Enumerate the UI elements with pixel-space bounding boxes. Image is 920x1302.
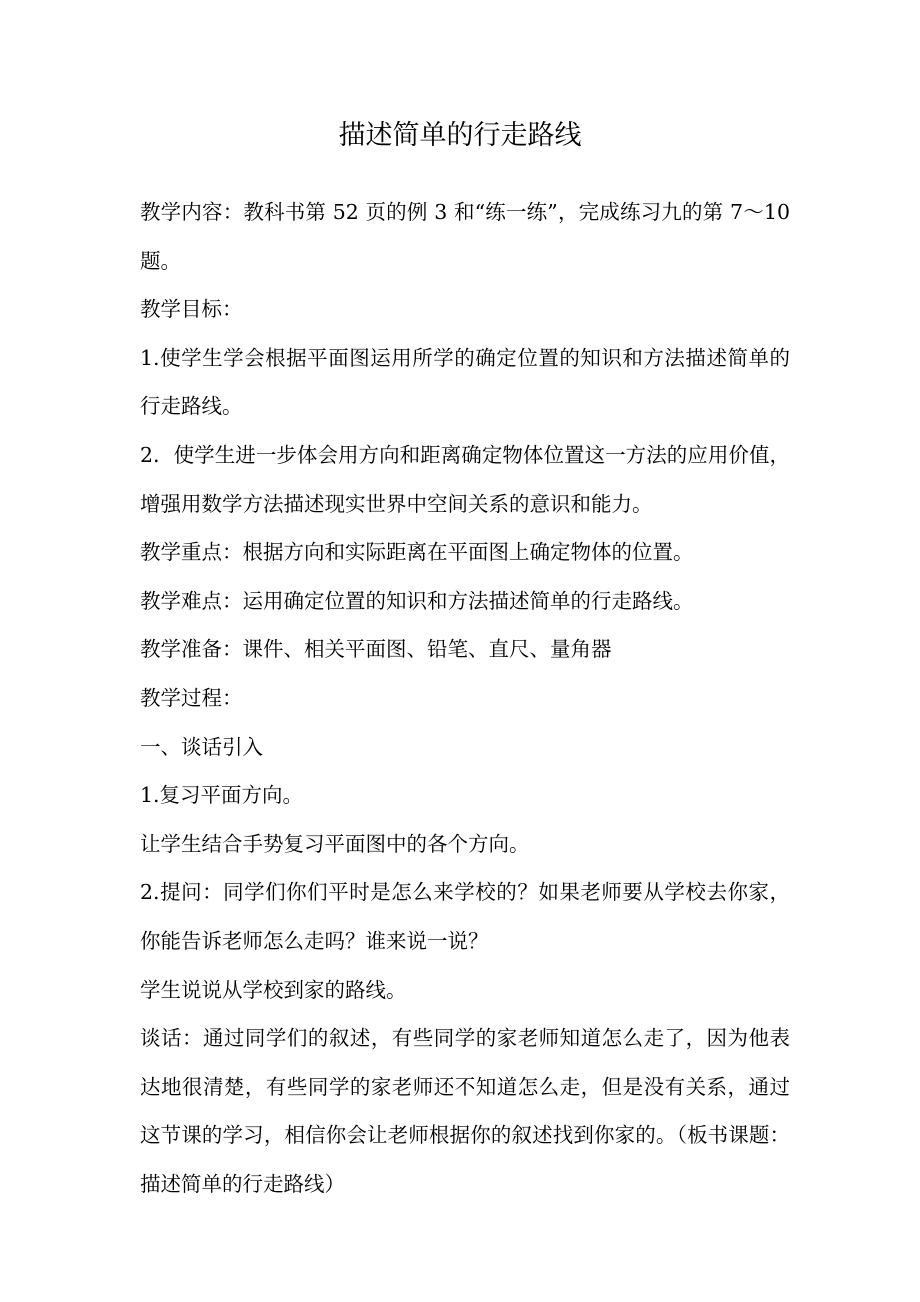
paragraph-goal-2: 2．使学生进一步体会用方向和距离确定物体位置这一方法的应用价值，增强用数学方法描述现实世界中空间关系的意识和能力。 — [140, 442, 790, 516]
paragraph-teaching-goals-heading: 教学目标： — [140, 297, 243, 322]
paragraph-preparation: 教学准备：课件、相关平面图、铅笔、直尺、量角器 — [140, 637, 612, 662]
paragraph-goal-1: 1.使学生学会根据平面图运用所学的确定位置的知识和方法描述简单的行走路线。 — [140, 345, 790, 419]
document-title: 描述简单的行走路线 — [338, 120, 582, 151]
paragraph-difficulties: 教学难点：运用确定位置的知识和方法描述简单的行走路线。 — [140, 588, 694, 613]
document-body — [140, 188, 790, 1208]
paragraph-key-points: 教学重点：根据方向和实际距离在平面图上确定物体的位置。 — [140, 540, 694, 565]
paragraph-teaching-content: 教学内容：教科书第 52 页的例 3 和“练一练”，完成练习九的第 7～10 题。 — [140, 200, 790, 273]
paragraph-step-1-detail: 让学生结合手势复习平面图中的各个方向。 — [140, 831, 530, 856]
paragraph-step-2-detail: 学生说说从学校到家的路线。 — [140, 977, 407, 1002]
section-heading-intro: 一、谈话引入 — [140, 734, 263, 759]
paragraph-step-2: 2.提问：同学们你们平时是怎么来学校的？如果老师要从学校去你家，你能告诉老师怎么走吗？谁来说一说？ — [140, 880, 790, 953]
paragraph-dialogue: 谈话：通过同学们的叙述，有些同学的家老师知道怎么走了，因为他表达地很清楚，有些同学的家老师还不知道怎么走，但是没有关系，通过这节课的学习，相信你会让老师根据你的叙述找到你家的。（板书课题：描述简单的行走路线） — [140, 1026, 790, 1196]
paragraph-process-heading: 教学过程： — [140, 685, 243, 710]
paragraph-step-1: 1.复习平面方向。 — [140, 783, 304, 808]
